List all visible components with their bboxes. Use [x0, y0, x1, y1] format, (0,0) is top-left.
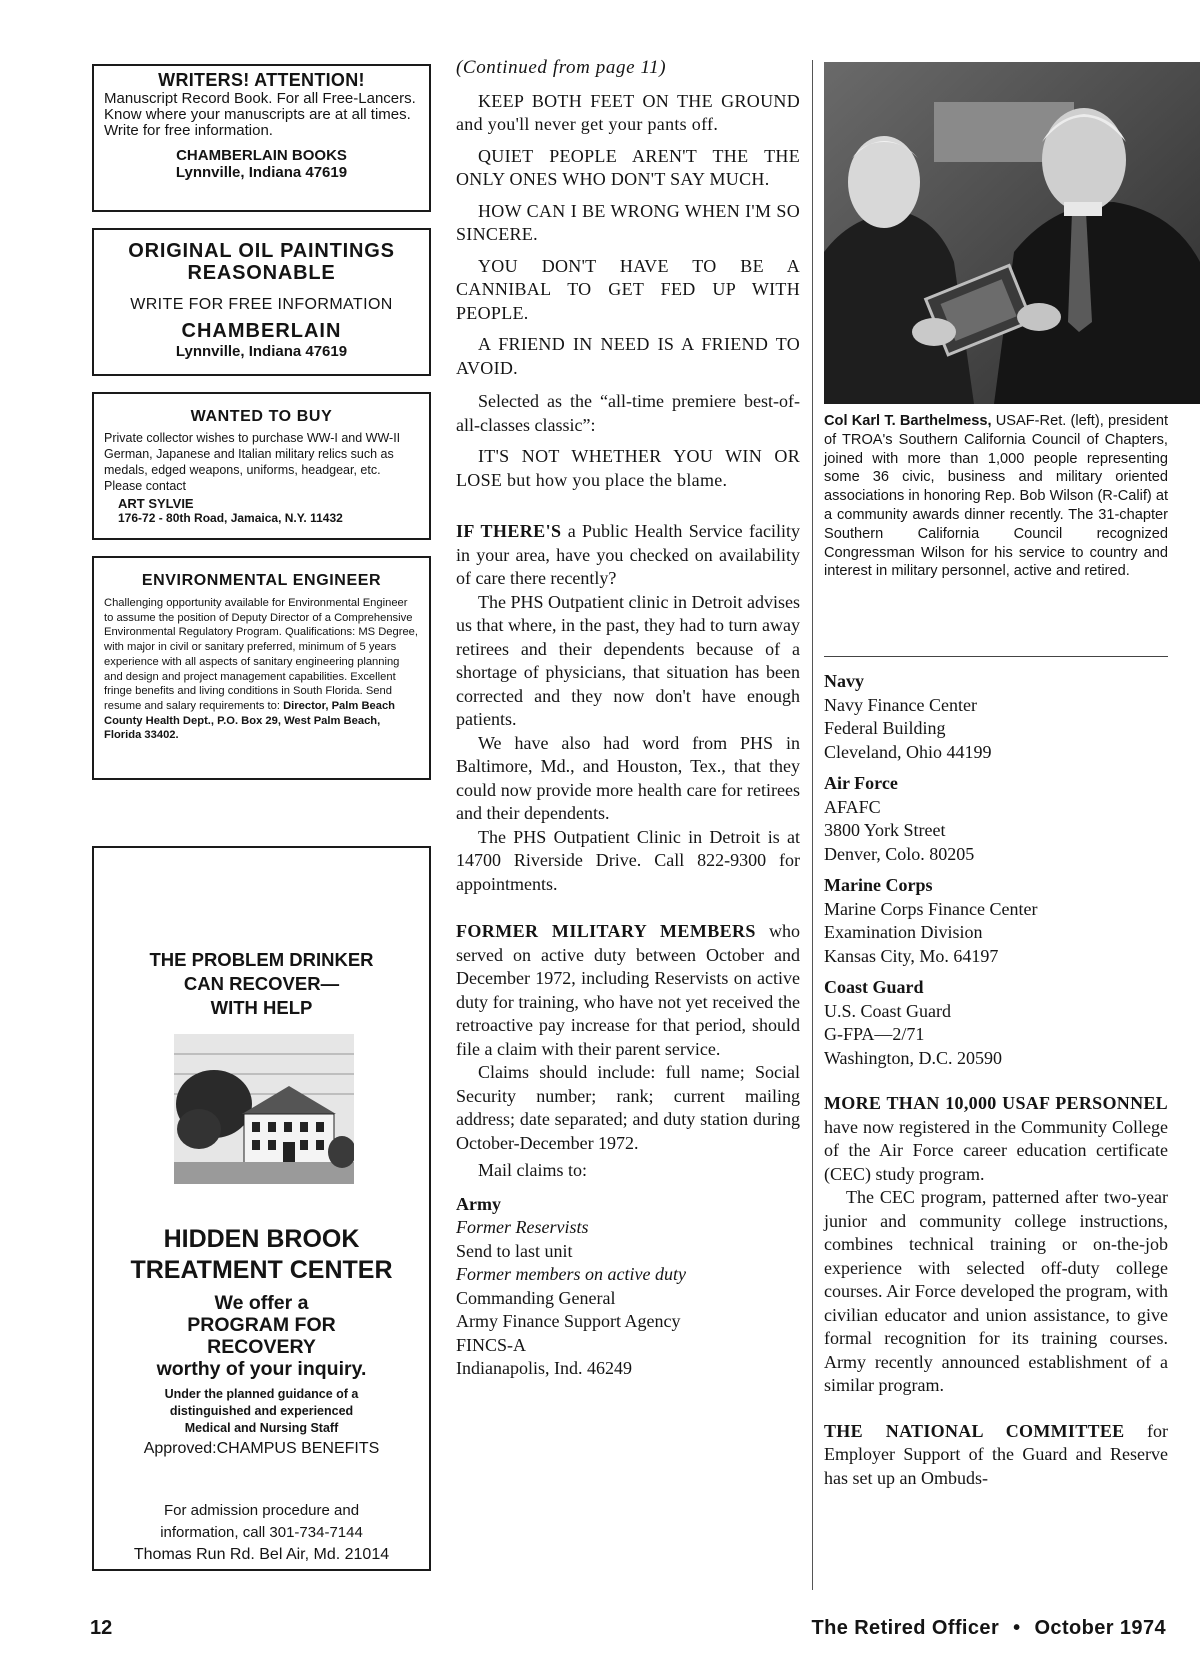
paragraph [824, 1420, 1168, 1491]
paragraph: Selected as the “all-time premiere best-of-all-classes classic”: [456, 391, 800, 435]
ad-offer-line: RECOVERY [207, 1336, 316, 1358]
ad-address: 176-72 - 80th Road, Jamaica, N.Y. 11432 [118, 511, 343, 525]
article-column-right [824, 670, 1168, 1490]
ad-heading: ORIGINAL OIL PAINTINGS [128, 240, 395, 262]
ad-hidden-brook [92, 846, 431, 1571]
caption-name: Col Karl T. Barthelmess, [824, 413, 992, 429]
article-column-middle [456, 56, 800, 1381]
address-line: Cleveland, Ohio 44199 [824, 741, 992, 762]
ad-body [104, 596, 419, 743]
ad-address: Lynnville, Indiana 47619 [175, 164, 348, 181]
treatment-center-building-illustration [174, 1034, 354, 1184]
ad-contact-line: information, call 301-734-7144 [160, 1524, 363, 1541]
ad-headline-line: CAN RECOVER— [183, 973, 340, 994]
ad-headline [94, 948, 429, 1020]
footer-bullet: • [1013, 1617, 1021, 1639]
quip: KEEP BOTH FEET ON THE GROUND and you'll never get your pants off. [456, 90, 800, 134]
paragraph: The PHS Outpatient Clinic in Detroit is at 14700 Riverside Drive. Call 822-9300 for appointments. [456, 826, 800, 894]
publication-footer [811, 1617, 1166, 1640]
ad-address: Lynnville, Indiana 47619 [175, 343, 348, 360]
publication-date: October 1974 [1034, 1617, 1166, 1639]
address-line: Examination Division [824, 922, 983, 942]
ad-headline-line: WITH HELP [210, 997, 313, 1018]
ad-center-name-line: HIDDEN BROOK [163, 1225, 360, 1253]
ad-contact: Director, Palm Beach County Health Dept., P.O. Box 29, West Palm Beach, Florida 33402. [104, 699, 396, 742]
address-line: Commanding General [456, 1287, 616, 1308]
address-line: Navy Finance Center [824, 694, 977, 715]
ad-body-text: Challenging opportunity available for Environmental Engineer to assume the position of Deputy Director of a Comprehensive Environmental Regulatory Program. Qualifications: MS Degree, with major in civil or sanitary preferred, minimum of 5 years experience with all aspects of sanitary engineering planning and design and project management capabilities. Excellent fringe benefits and living conditions in South Florida. Send resume and salary requirements to: [104, 597, 419, 712]
paragraph-text: a Public Health Service facility in your area, have you checked on availability of care there recently? [456, 521, 800, 588]
ad-name: CHAMBERLAIN [181, 320, 342, 342]
ad-headline-line: THE PROBLEM DRINKER [149, 949, 374, 970]
ad-staff-line: Medical and Nursing Staff [184, 1421, 339, 1435]
branch-subheading: Former members on active duty [456, 1264, 686, 1284]
ad-offer [94, 1292, 429, 1380]
award-photo [824, 62, 1200, 404]
lead-in: THE NATIONAL COMMITTEE [824, 1420, 1125, 1441]
publication-name: The Retired Officer [811, 1617, 1000, 1639]
quip: A FRIEND IN NEED IS A FRIEND TO AVOID. [456, 334, 800, 378]
address-line: AFAFC [824, 796, 881, 817]
address-line: Kansas City, Mo. 64197 [824, 945, 999, 966]
ad-heading: WRITERS! ATTENTION! [158, 70, 365, 90]
ad-staff [94, 1386, 429, 1437]
section-divider [824, 656, 1168, 657]
paragraph: Claims should include: full name; Social Security number; rank; current mailing address; date separated; and duty station during October-December 1972. [456, 1062, 800, 1153]
branch-heading: Coast Guard [824, 977, 924, 997]
quip: IT'S NOT WHETHER YOU WIN OR LOSE but how you place the blame. [456, 446, 800, 490]
lead-in: MORE THAN 10,000 USAF PERSONNEL [824, 1093, 1168, 1113]
address-line: Marine Corps Finance Center [824, 898, 1038, 919]
continued-note: (Continued from page 11) [456, 57, 667, 78]
ad-approved: Approved:CHAMPUS BENEFITS [143, 1440, 380, 1457]
ad-contact-line: For admission procedure and [163, 1502, 360, 1519]
ad-offer-line: worthy of your inquiry. [156, 1358, 367, 1380]
paragraph-text: who served on active duty between October and December 1972, including Reservists on active duty for training, who have not yet received the retroactive pay increase for that period, should file a claim with their parent service. [456, 921, 800, 1059]
address-line: U.S. Coast Guard [824, 1000, 951, 1021]
paragraph: The PHS Outpatient clinic in Detroit advises us that where, in the past, they had to turn away retirees and their dependents because of a shortage of physicians, that situation has been corrected and they now don't have enough patients. [456, 591, 800, 729]
quip: QUIET PEOPLE AREN'T THE THE ONLY ONES WHO DON'T SAY MUCH. [456, 145, 800, 189]
ad-heading: ENVIRONMENTAL ENGINEER [141, 572, 382, 589]
ad-oil-paintings [92, 228, 431, 376]
ad-write-line: WRITE FOR FREE INFORMATION [130, 296, 393, 313]
paragraph-text: for Employer Support of the Guard and Reserve has set up an Ombuds- [824, 1420, 1168, 1488]
paragraph: We have also had word from PHS in Baltimore, Md., and Houston, Tex., that they could now provide more health care for retirees and their dependents. [456, 732, 800, 823]
ad-staff-line: distinguished and experienced [169, 1404, 354, 1418]
ad-contact-name: ART SYLVIE [118, 496, 194, 511]
ad-staff-line: Under the planned guidance of a [164, 1387, 359, 1401]
paragraph-text: have now registered in the Community College of the Air Force career education certificate (CEC) study program. [824, 1116, 1168, 1184]
ad-center-name-line: TREATMENT CENTER [130, 1256, 393, 1284]
ad-body: Private collector wishes to purchase WW-I and WW-II German, Japanese and Italian military relics such as medals, edged weapons, uniforms, headgear, etc. Please contact [104, 431, 401, 493]
paragraph [456, 920, 800, 1061]
ad-contact-line: Thomas Run Rd. Bel Air, Md. 21014 [133, 1546, 390, 1563]
address-line: G-FPA—2/71 [824, 1024, 925, 1044]
branch-heading: Air Force [824, 773, 898, 793]
address-line: Send to last unit [456, 1240, 573, 1261]
branch-heading: Army [456, 1193, 501, 1214]
paragraph: The CEC program, patterned after two-year junior and community college instructions, combines technical training or on-the-job experience with selected off-duty college courses. Air Force developed the program, with civilian educator and union assistance, to give formal recognition for its training courses. Army recently announced establishment of a similar program. [824, 1187, 1168, 1395]
ad-offer-line: PROGRAM FOR [187, 1314, 336, 1336]
address-line: Army Finance Support Agency [456, 1311, 681, 1331]
column-divider [812, 60, 813, 1590]
photo-caption [824, 412, 1168, 581]
ad-heading-2: REASONABLE [187, 262, 336, 284]
ad-body: Manuscript Record Book. For all Free-Lancers. Know where your manuscripts are at all times. Write for free information. [104, 90, 416, 139]
page-number: 12 [90, 1617, 113, 1639]
ad-contact [94, 1500, 429, 1566]
address-line: Washington, D.C. 20590 [824, 1047, 1003, 1068]
ad-wanted-to-buy [92, 392, 431, 540]
address-line: Denver, Colo. 80205 [824, 843, 975, 864]
lead-in: IF THERE'S [456, 521, 562, 541]
lead-in: FORMER MILITARY MEMBERS [456, 921, 756, 941]
paragraph: Mail claims to: [478, 1160, 587, 1180]
ad-company: CHAMBERLAIN BOOKS [176, 147, 347, 164]
ad-heading: WANTED TO BUY [190, 408, 333, 425]
caption-text: USAF-Ret. (left), president of TROA's Southern California Council of Chapters, joined with more than 1,000 people representing some 36 civic, business and military oriented associations in honoring Rep. Bob Wilson (R-Calif) at a community awards dinner recently. The 31-chapter Southern California Council recognized Congressman Wilson for his service to country and interest in military personnel, active and retired. [824, 413, 1168, 580]
ad-writers-attention [92, 64, 431, 212]
address-line: FINCS-A [456, 1334, 527, 1355]
branch-subheading: Former Reservists [456, 1217, 589, 1237]
ad-offer-line: We offer a [214, 1292, 309, 1314]
address-line: Indianapolis, Ind. 46249 [456, 1358, 632, 1378]
paragraph [456, 520, 800, 591]
branch-heading: Marine Corps [824, 875, 933, 895]
address-line: 3800 York Street [824, 820, 946, 840]
ad-environmental-engineer [92, 556, 431, 780]
branch-heading: Navy [824, 671, 864, 691]
ad-center-name [94, 1224, 429, 1286]
quip: YOU DON'T HAVE TO BE A CANNIBAL TO GET FED UP WITH PEOPLE. [456, 255, 800, 323]
address-line: Federal Building [824, 718, 946, 738]
paragraph [824, 1092, 1168, 1186]
quip: HOW CAN I BE WRONG WHEN I'M SO SINCERE. [456, 200, 800, 244]
